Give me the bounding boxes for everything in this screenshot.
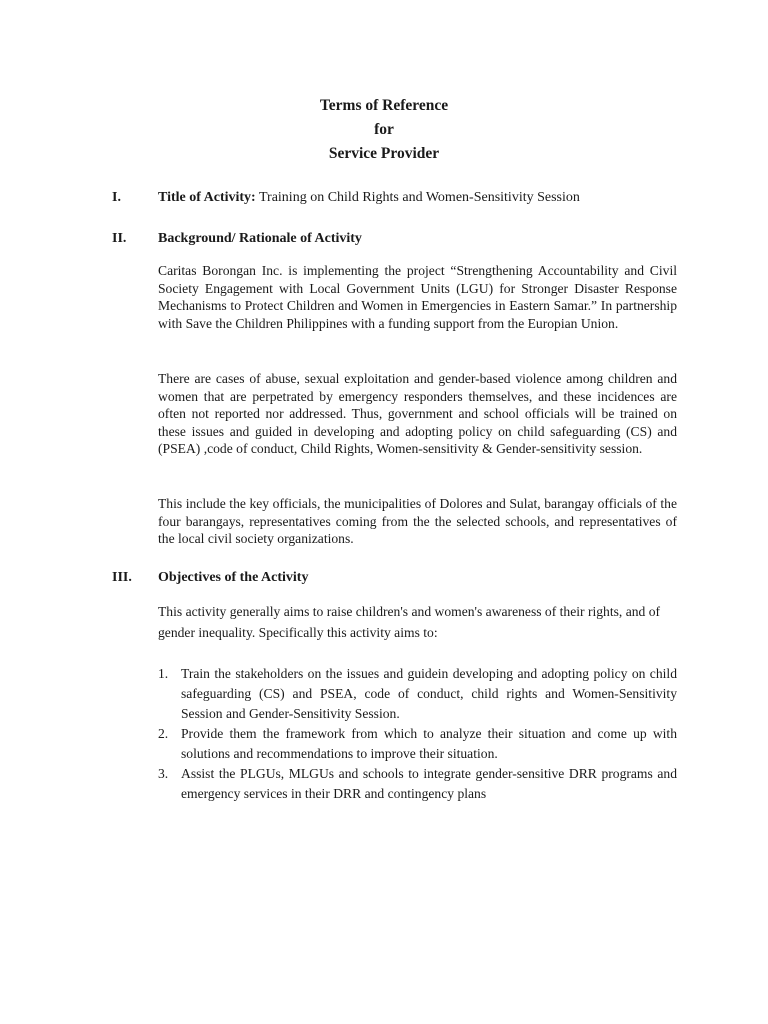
objectives-intro: This activity generally aims to raise children's and women's awareness of their rights, and of gender inequality. Specifically this activity aims to: bbox=[158, 604, 661, 640]
section-1-value: Training on Child Rights and Women-Sensitivity Session bbox=[255, 190, 580, 205]
list-item bbox=[158, 764, 677, 804]
list-item-text: Provide them the framework from which to analyze their situation and come up with solutions and recommendations to improve their situation. bbox=[181, 726, 677, 761]
section-1-label: Title of Activity: bbox=[158, 190, 256, 205]
list-item-number: 3. bbox=[158, 766, 169, 781]
document-title bbox=[0, 94, 768, 166]
list-item-text: Assist the PLGUs, MLGUs and schools to integrate gender-sensitive DRR programs and emergency services in their DRR and contingency plans bbox=[181, 766, 677, 801]
title-line-3: Service Provider bbox=[328, 145, 440, 162]
section-2-number: II. bbox=[112, 231, 127, 246]
list-item bbox=[158, 664, 677, 724]
list-item-number: 1. bbox=[158, 666, 169, 681]
section-3-label: Objectives of the Activity bbox=[158, 570, 309, 585]
title-line-1: Terms of Reference bbox=[319, 97, 449, 114]
section-1-number: I. bbox=[112, 190, 121, 205]
section-3-number: III. bbox=[112, 570, 132, 585]
section-2-label: Background/ Rationale of Activity bbox=[158, 231, 362, 246]
background-paragraph-3: This include the key officials, the municipalities of Dolores and Sulat, barangay officials of the four barangays, representatives coming from the the selected schools, and representatives of the local civil society organizations. bbox=[158, 496, 677, 547]
list-item-text: Train the stakeholders on the issues and guidein developing and adopting policy on child safeguarding (CS) and PSEA, code of conduct, child rights and Women-Sensitivity Session and Gender-Sensitivity Session. bbox=[181, 666, 677, 721]
title-line-2: for bbox=[374, 121, 394, 138]
objectives-list bbox=[158, 664, 677, 804]
list-item-number: 2. bbox=[158, 726, 169, 741]
list-item bbox=[158, 724, 677, 764]
section-1-text bbox=[158, 189, 580, 207]
background-paragraph-1: Caritas Borongan Inc. is implementing the project “Strengthening Accountability and Civil Society Engagement with Local Government Units (LGU) for Stronger Disaster Response Mechanisms to Protect Children and Women in Emergencies in Eastern Samar.” In partnership with Save the Children Philippines with a funding support from the Europian Union. bbox=[158, 263, 677, 331]
background-paragraph-2: There are cases of abuse, sexual exploitation and gender-based violence among children and women that are perpetrated by emergency responders themselves, and these incidences are often not reported nor addressed. Thus, government and school officials will be trained on these issues and guided in developing and adopting policy on child safeguarding (CS) and (PSEA) ,code of conduct, Child Rights, Women-sensitivity & Gender-sensitivity session. bbox=[158, 371, 677, 457]
